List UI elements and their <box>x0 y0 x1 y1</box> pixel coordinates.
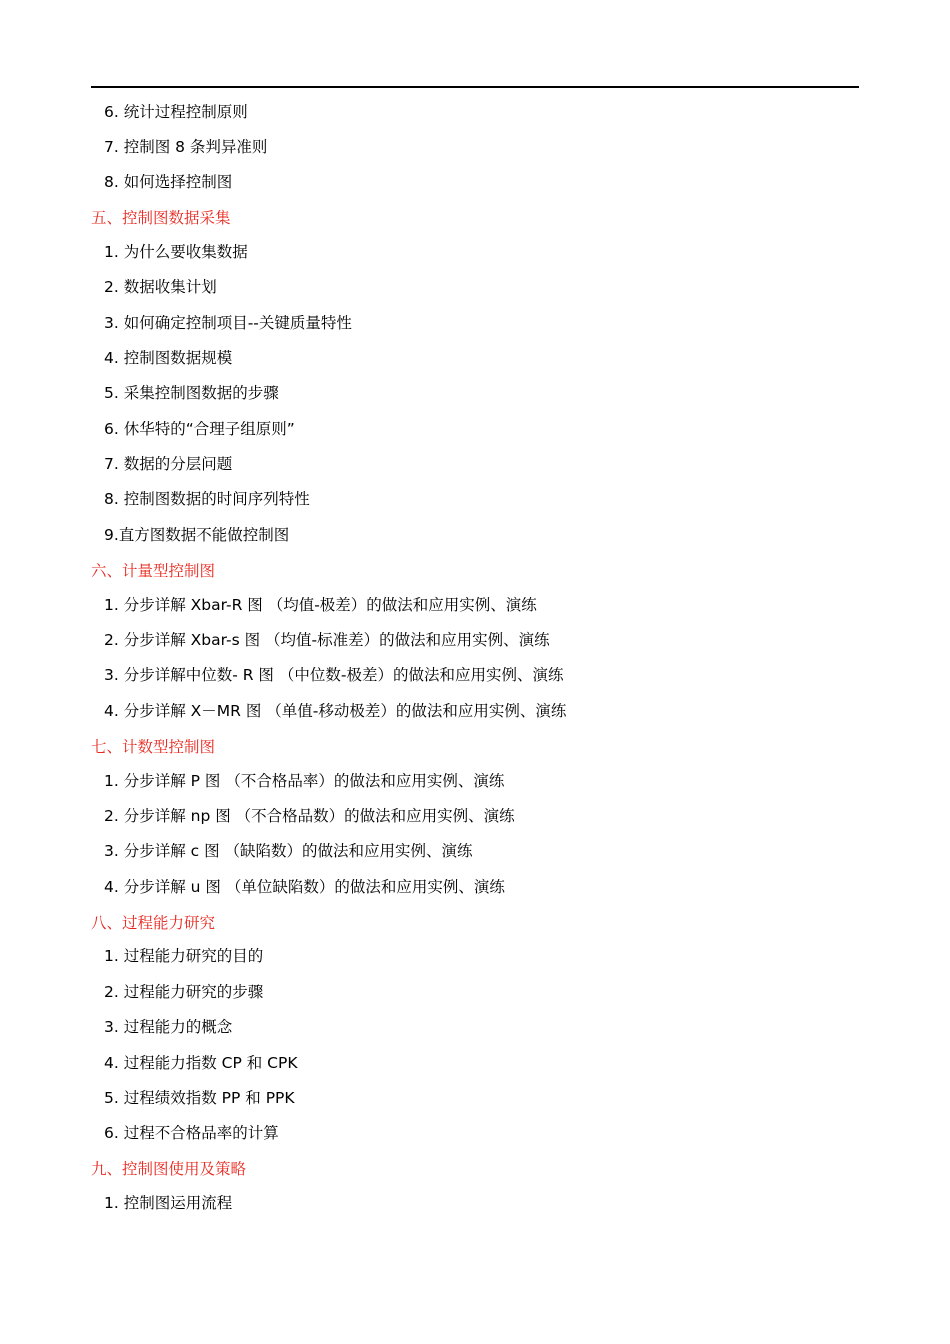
list-item: 3. 分步详解 c 图 （缺陷数）的做法和应用实例、演练 <box>104 842 473 860</box>
list-item: 3. 如何确定控制项目--关键质量特性 <box>104 314 352 332</box>
list-item: 6. 休华特的“合理子组原则” <box>104 420 295 438</box>
list-item: 2. 过程能力研究的步骤 <box>104 983 264 1001</box>
list-item: 8. 控制图数据的时间序列特性 <box>104 490 310 508</box>
list-item: 5. 过程绩效指数 PP 和 PPK <box>104 1089 295 1107</box>
list-item: 1. 分步详解 Xbar-R 图 （均值-极差）的做法和应用实例、演练 <box>104 596 537 614</box>
list-item: 1. 过程能力研究的目的 <box>104 947 264 965</box>
list-item: 7. 数据的分层问题 <box>104 455 233 473</box>
list-item: 1. 控制图运用流程 <box>104 1194 233 1212</box>
section-heading: 七、计数型控制图 <box>91 738 216 756</box>
list-item: 2. 分步详解 np 图 （不合格品数）的做法和应用实例、演练 <box>104 807 515 825</box>
list-item: 3. 分步详解中位数- R 图 （中位数-极差）的做法和应用实例、演练 <box>104 666 564 684</box>
list-item: 1. 分步详解 P 图 （不合格品率）的做法和应用实例、演练 <box>104 772 505 790</box>
list-item: 4. 分步详解 u 图 （单位缺陷数）的做法和应用实例、演练 <box>104 878 505 896</box>
section-heading: 六、计量型控制图 <box>91 562 216 580</box>
list-item: 8. 如何选择控制图 <box>104 173 233 191</box>
list-item: 4. 控制图数据规模 <box>104 349 233 367</box>
header-rule <box>91 86 859 88</box>
list-item: 2. 分步详解 Xbar-s 图 （均值-标准差）的做法和应用实例、演练 <box>104 631 550 649</box>
list-item: 1. 为什么要收集数据 <box>104 243 248 261</box>
list-item: 4. 过程能力指数 CP 和 CPK <box>104 1054 298 1072</box>
list-item: 3. 过程能力的概念 <box>104 1018 233 1036</box>
section-heading: 八、过程能力研究 <box>91 914 216 932</box>
list-item: 6. 过程不合格品率的计算 <box>104 1124 279 1142</box>
list-item: 7. 控制图 8 条判异准则 <box>104 138 268 156</box>
list-item: 6. 统计过程控制原则 <box>104 103 248 121</box>
section-heading: 九、控制图使用及策略 <box>91 1160 247 1178</box>
section-heading: 五、控制图数据采集 <box>91 209 231 227</box>
list-item: 4. 分步详解 X－MR 图 （单值-移动极差）的做法和应用实例、演练 <box>104 702 567 720</box>
list-item: 9.直方图数据不能做控制图 <box>104 526 290 544</box>
list-item: 5. 采集控制图数据的步骤 <box>104 384 279 402</box>
list-item: 2. 数据收集计划 <box>104 278 217 296</box>
